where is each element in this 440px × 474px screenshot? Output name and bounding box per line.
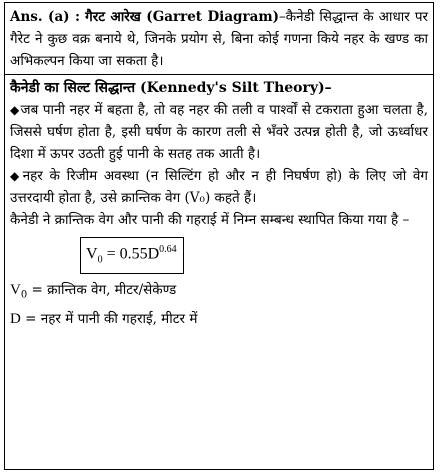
kennedy-point-2 [10, 165, 428, 209]
answer-title: गैरट आरेख (Garret Diagram) [85, 9, 280, 25]
kennedy-relation: कैनेडी ने क्रान्तिक वेग और पानी की गहराई में निम्न सम्बन्ध स्थापित किया गया है – [10, 212, 410, 228]
definition-v0 [10, 278, 428, 308]
answer-paragraph [10, 6, 428, 72]
definition-symbol: V [10, 281, 21, 298]
kennedy-section [5, 75, 433, 331]
kennedy-heading: कैनेडी का सिल्ट सिद्धान्त (Kennedy's Silt Theory)– [10, 80, 332, 96]
kennedy-point-2-text: नहर के रिजीम अवस्था (न सिल्टिंग हो और न ही निघर्षण हो) के लिए जो वेग उत्तरदायी होता है, उसे क्रान्तिक वेग (V₀) कहते हैं। [10, 168, 428, 206]
definition-text: = क्रान्तिक वेग, मीटर/सेकेण्ड [27, 281, 177, 298]
kennedy-point-1 [10, 99, 428, 165]
kennedy-point-1-text: जब पानी नहर में बहता है, तो वह नहर की तली व पार्श्वों से टकराता हुआ चलता है, जिससे घर्षण होता है, इसी घर्षण के कारण तली से भँवरे उत्पन्न होती है, जो ऊर्ध्वाधर दिशा में ऊपर उठती हुई पानी के सतह तक आती है। [10, 102, 428, 162]
diamond-bullet-icon: ◆ [10, 103, 20, 117]
answer-document [4, 2, 434, 470]
diamond-bullet-icon: ◆ [10, 169, 22, 183]
definition-text: = नहर में पानी की गहराई, मीटर में [20, 311, 198, 328]
answer-body: कैनेडी सिद्धान्त के आधार पर गैरेट ने कुछ वक्र बनाये थे, जिनके प्रयोग से, बिना कोई गणना किये नहर के खण्ड का अभिकल्पन किया जा सकता है। [10, 9, 429, 69]
answer-dash: – [279, 9, 286, 25]
formula-exponent: 0.64 [159, 244, 177, 255]
symbol-definitions [10, 278, 428, 332]
definition-subscript: 0 [20, 289, 28, 301]
formula-rhs: = 0.55D [102, 245, 160, 263]
formula-container [80, 237, 428, 274]
answer-section [5, 3, 433, 75]
formula-lhs: V [86, 245, 98, 263]
definition-d [10, 307, 428, 331]
formula-lhs-subscript: 0 [97, 254, 103, 266]
kennedy-formula [80, 237, 184, 274]
answer-label: Ans. (a) : [10, 9, 81, 25]
definition-symbol: D [10, 311, 21, 328]
